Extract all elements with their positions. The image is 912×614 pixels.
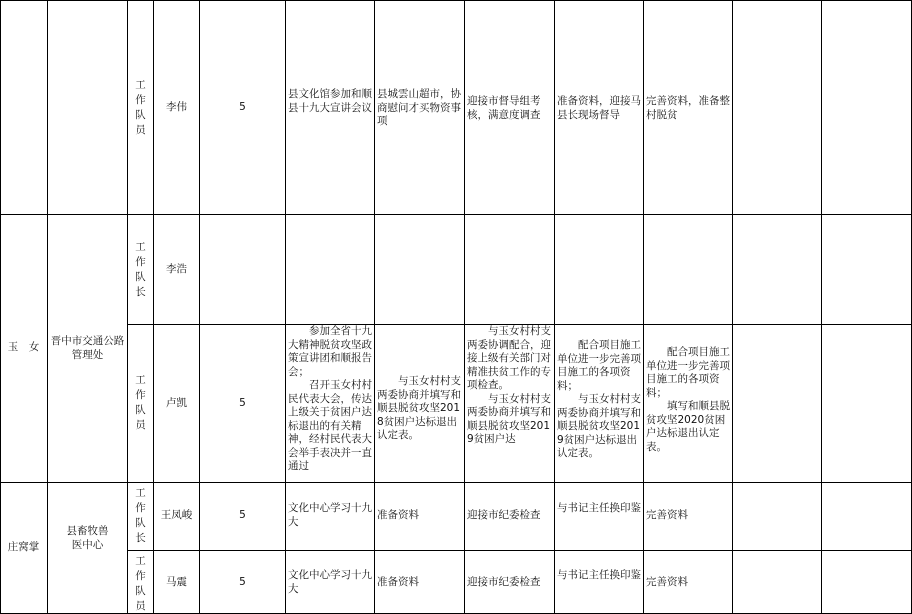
work-cell-5[interactable] xyxy=(644,483,733,551)
empty-cell[interactable] xyxy=(733,325,822,483)
unit-cell-empty[interactable] xyxy=(48,0,128,215)
work-text-1: 文化中心学习十九大 xyxy=(288,569,372,595)
name-cell[interactable] xyxy=(154,483,200,551)
village-text: 玉 女 xyxy=(7,341,40,353)
work-text-2: 准备资料 xyxy=(377,509,419,521)
role-text: 工作队员 xyxy=(135,374,146,431)
name-cell[interactable] xyxy=(154,215,200,325)
empty-cell[interactable] xyxy=(733,551,822,614)
village-cell-empty[interactable] xyxy=(0,0,48,215)
unit-cell[interactable] xyxy=(48,215,128,483)
role-text: 工作队长 xyxy=(135,487,146,544)
unit-text: 晋中市交通公路管理处 xyxy=(50,335,125,361)
empty-cell[interactable] xyxy=(822,215,912,325)
name-text: 马震 xyxy=(166,576,187,588)
work-text-3: 迎接市督导组考核，满意度调查 xyxy=(467,95,541,121)
count-text: 5 xyxy=(239,576,246,588)
name-text: 李伟 xyxy=(166,101,187,113)
work-text-5: 完善资料 xyxy=(646,576,688,588)
work-text-1: 参加全省十九大精神脱贫攻坚政策宣讲团和顺报告会； 召开玉女村村民代表大会，传达上级关于贫困户达标退出的有关精神，经村民代表大会举手表决并一直通过 xyxy=(288,325,372,472)
work-text-4: 配合项目施工单位进一步完善项目施工的各项资料； 与玉女村村支两委协商并填写和顺县脱贫攻坚2019贫困户达标退出认定表。 xyxy=(557,339,641,459)
work-cell-5[interactable] xyxy=(644,215,733,325)
count-text: 5 xyxy=(239,397,246,409)
role-text: 工作队员 xyxy=(135,79,146,136)
work-cell-2[interactable] xyxy=(375,325,465,483)
empty-cell[interactable] xyxy=(822,325,912,483)
work-cell-2[interactable] xyxy=(375,551,465,614)
count-text: 5 xyxy=(239,101,246,113)
count-cell[interactable] xyxy=(200,483,286,551)
work-cell-5[interactable] xyxy=(644,551,733,614)
count-cell[interactable] xyxy=(200,551,286,614)
work-text-1: 县文化馆参加和顺县十九大宣讲会议 xyxy=(288,88,372,114)
work-cell-2[interactable] xyxy=(375,483,465,551)
name-text: 卢凯 xyxy=(166,397,187,409)
count-cell[interactable] xyxy=(200,215,286,325)
work-text-4: 与书记主任换印鉴 xyxy=(557,502,641,514)
work-text-3: 迎接市纪委检查 xyxy=(467,509,541,521)
work-text-3: 与玉女村村支两委协调配合，迎接上级有关部门对精准扶贫工作的专项检查。 与玉女村村支两委协商并填写和顺县脱贫攻坚2019贫困户达 xyxy=(467,325,551,445)
name-text: 王凤峻 xyxy=(160,509,193,521)
empty-cell[interactable] xyxy=(733,215,822,325)
name-text: 李浩 xyxy=(166,263,187,275)
count-cell[interactable] xyxy=(200,0,286,215)
work-text-3: 迎接市纪委检查 xyxy=(467,576,541,588)
village-text: 庄窝掌 xyxy=(7,541,40,553)
work-text-4: 准备资料，迎接马县长现场督导 xyxy=(557,95,641,121)
work-cell-5[interactable] xyxy=(644,325,733,483)
name-cell[interactable] xyxy=(154,325,200,483)
work-text-4: 与书记主任换印鉴 xyxy=(557,569,641,581)
village-cell[interactable] xyxy=(0,215,48,483)
empty-cell[interactable] xyxy=(733,483,822,551)
role-text: 工作队长 xyxy=(135,241,146,298)
role-cell[interactable] xyxy=(128,325,154,483)
empty-cell[interactable] xyxy=(733,0,822,215)
work-cell-1[interactable] xyxy=(286,215,375,325)
work-cell-1[interactable] xyxy=(286,325,375,483)
work-cell-1[interactable] xyxy=(286,483,375,551)
work-cell-4[interactable] xyxy=(555,551,644,614)
work-cell-2[interactable] xyxy=(375,215,465,325)
work-text-2: 准备资料 xyxy=(377,576,419,588)
work-text-2: 县城雲山超市，协商慰问才买物资事项 xyxy=(377,88,461,127)
count-text: 5 xyxy=(239,509,246,521)
work-cell-4[interactable] xyxy=(555,215,644,325)
role-cell[interactable] xyxy=(128,483,154,551)
work-text-1: 文化中心学习十九大 xyxy=(288,502,372,528)
work-cell-3[interactable] xyxy=(465,0,555,215)
work-cell-1[interactable] xyxy=(286,551,375,614)
role-cell[interactable] xyxy=(128,215,154,325)
work-text-5: 完善资料 xyxy=(646,509,688,521)
name-cell[interactable] xyxy=(154,0,200,215)
work-text-2: 与玉女村村支两委协商并填写和顺县脱贫攻坚2018贫困户达标退出认定表。 xyxy=(377,375,461,441)
unit-cell[interactable] xyxy=(48,483,128,614)
empty-cell[interactable] xyxy=(822,483,912,551)
name-cell[interactable] xyxy=(154,551,200,614)
work-cell-3[interactable] xyxy=(465,483,555,551)
work-text-5: 完善资料，准备整村脱贫 xyxy=(646,95,730,121)
work-cell-4[interactable] xyxy=(555,483,644,551)
work-text-5: 配合项目施工单位进一步完善项目施工的各项资料； 填写和顺县脱贫攻坚2020贫困户达标退出认定表。 xyxy=(646,346,730,453)
role-cell[interactable] xyxy=(128,551,154,614)
work-cell-3[interactable] xyxy=(465,215,555,325)
empty-cell[interactable] xyxy=(822,0,912,215)
unit-text: 县畜牧兽医中心 xyxy=(66,525,109,551)
role-cell[interactable] xyxy=(128,0,154,215)
work-cell-4[interactable] xyxy=(555,325,644,483)
work-cell-3[interactable] xyxy=(465,325,555,483)
count-cell[interactable] xyxy=(200,325,286,483)
work-cell-1[interactable] xyxy=(286,0,375,215)
work-cell-2[interactable] xyxy=(375,0,465,215)
work-cell-5[interactable] xyxy=(644,0,733,215)
role-text: 工作队员 xyxy=(135,555,146,612)
work-cell-3[interactable] xyxy=(465,551,555,614)
empty-cell[interactable] xyxy=(822,551,912,614)
work-cell-4[interactable] xyxy=(555,0,644,215)
village-cell[interactable] xyxy=(0,483,48,614)
